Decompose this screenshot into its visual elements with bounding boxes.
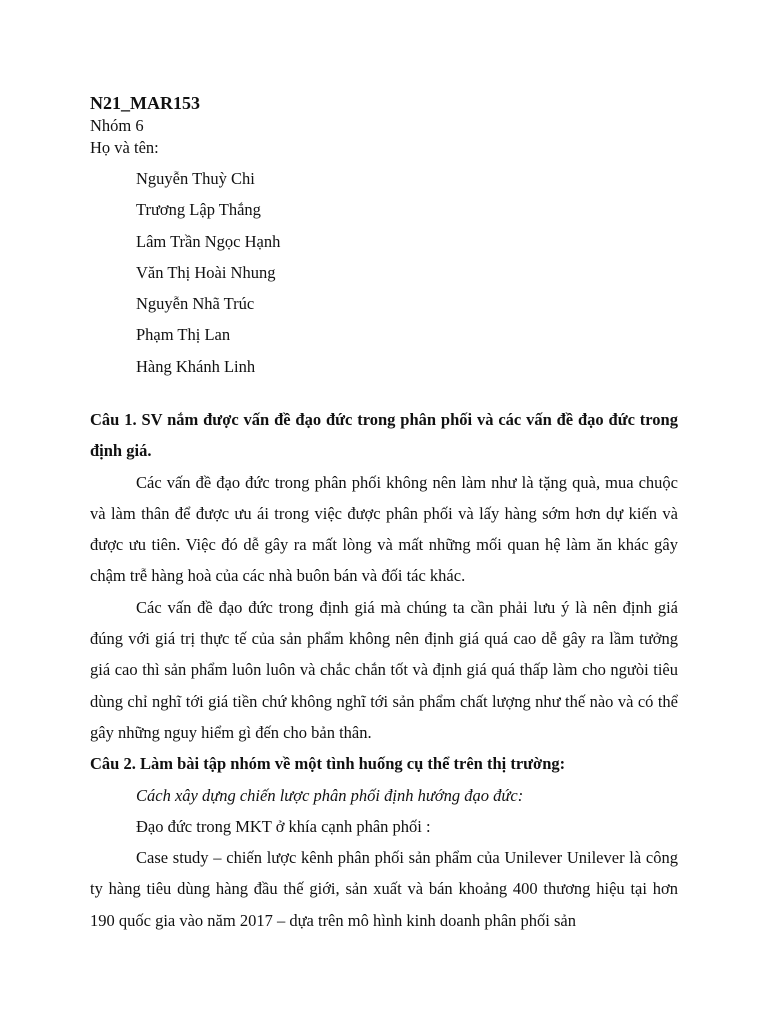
question2-subheading: Cách xây dựng chiến lược phân phối định hướng đạo đức: — [136, 785, 524, 805]
member-name: Nguyễn Nhã Trúc — [136, 294, 255, 314]
question1-paragraph-distribution: Các vấn đề đạo đức trong phân phối không nên làm như là tặng quà, mua chuộc và làm thân để được ưu ái trong việc được phân phối và lấy hàng sớm hơn dự kiến và được ưu tiên. Việc đó dễ gây ra mất lòng và mất những mối quan hệ làm ăn khác gây chậm trễ hàng hoà của các nhà buôn bán và đối tác khác. — [90, 472, 678, 586]
question1-heading: Câu 1. SV nắm được vấn đề đạo đức trong phân phối và các vấn đề đạo đức trong định giá. — [90, 410, 678, 461]
group-name: Nhóm 6 — [90, 116, 144, 135]
question2-heading: Câu 2. Làm bài tập nhóm về một tình huống cụ thể trên thị trường: — [90, 754, 566, 774]
course-code: N21_MAR153 — [90, 93, 200, 113]
document-body — [90, 404, 678, 936]
member-name: Hàng Khánh Linh — [136, 356, 256, 376]
member-name: Nguyễn Thuỳ Chi — [136, 169, 255, 188]
member-list — [136, 169, 280, 388]
member-name: Phạm Thị Lan — [136, 325, 231, 345]
question1-paragraph-pricing: Các vấn đề đạo đức trong định giá mà chúng ta cần phải lưu ý là nên định giá đúng với giá trị thực tế của sản phẩm không nên định giá quá cao dễ gây ra lầm tưởng giá cao thì sản phẩm luôn luôn và chắc chắn tốt và định giá quá thấp làm cho ngưòi tiêu dùng chỉ nghĩ tới giá tiền chứ không nghĩ tới sản phẩm chất lượng như thế nào và có thể gây những nguy hiểm gì đến cho bản thân. — [90, 597, 678, 742]
question2-line: Đạo đức trong MKT ở khía cạnh phân phối : — [136, 816, 431, 836]
name-label: Họ và tên: — [90, 138, 159, 157]
member-name: Văn Thị Hoài Nhung — [136, 262, 276, 282]
member-name: Lâm Trần Ngọc Hạnh — [136, 231, 281, 251]
question2-case-study-paragraph: Case study – chiến lược kênh phân phối sản phẩm của Unilever Unilever là công ty hàng tiêu dùng hàng đầu thế giới, sản xuất và bán khoảng 400 thương hiệu tại hơn 190 quốc gia vào năm 2017 – dựa trên mô hình kinh doanh phân phối sản — [90, 848, 678, 930]
member-name: Trương Lập Thắng — [136, 200, 261, 220]
